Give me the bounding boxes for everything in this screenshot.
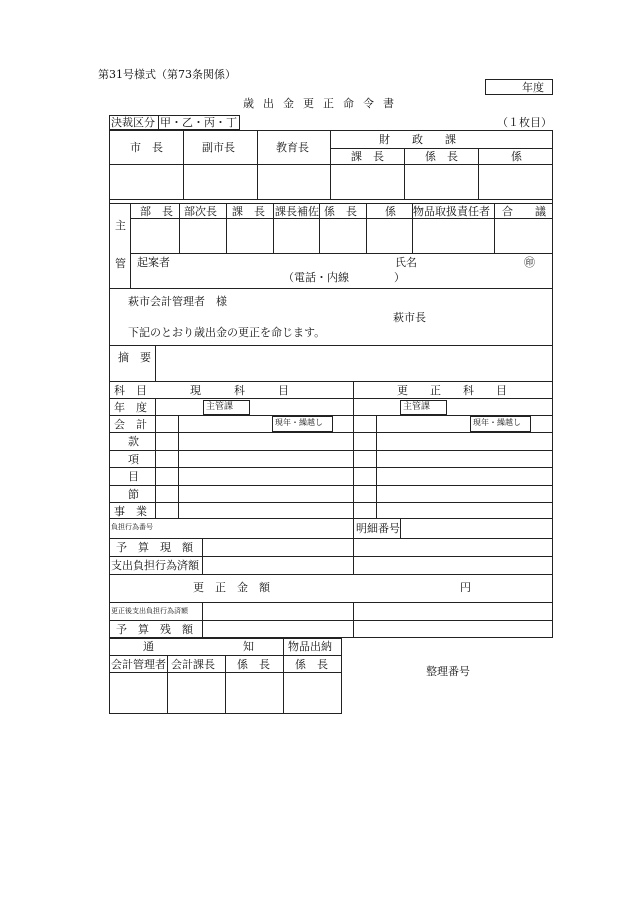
managing-side-2: 管 — [115, 257, 126, 270]
goods-out-label: 物品出納 — [288, 640, 332, 653]
corrected-managing-section: 主管課 — [400, 400, 447, 415]
decision-label: 決裁区分 — [111, 116, 155, 129]
item-label: 科 目 — [114, 384, 147, 397]
name-label: 氏名 — [395, 256, 417, 269]
mgmt-header-1: 部 長 — [140, 205, 173, 218]
account-label: 会 計 — [114, 418, 147, 431]
burden-act-number-label: 負担行為番号 — [111, 523, 153, 531]
mgmt-header-8: 合 議 — [502, 205, 546, 218]
decision-value[interactable]: 甲・乙・丙・丁 — [160, 116, 237, 129]
corrected-carryover-box[interactable]: 現年・繰越し — [470, 416, 531, 432]
detail-number-label: 明細番号 — [356, 522, 400, 535]
budget-remaining-label: 予 算 残 額 — [116, 623, 193, 636]
yen-unit: 円 — [460, 581, 471, 594]
notice-header-mid: 知 — [243, 640, 254, 653]
phone-label: （電話・内線 — [283, 271, 349, 284]
seal-cell-deputy[interactable] — [184, 165, 256, 198]
phone-close: ） — [394, 271, 405, 284]
subsection-chief-label: 係 長 — [425, 150, 458, 163]
seal-cell-superintendent[interactable] — [258, 165, 329, 198]
mgmt-header-3: 課 長 — [232, 205, 265, 218]
budget-current-label: 予 算 現 額 — [116, 541, 193, 554]
seal-cell-mayor[interactable] — [110, 165, 182, 198]
expenditure-burden-label: 支出負担行為済額 — [111, 559, 199, 572]
managing-side-1: 主 — [115, 219, 126, 232]
form-number: 第31号様式（第73条関係） — [98, 68, 236, 81]
project-label: 事 業 — [114, 505, 147, 518]
finance-dept-label: 財 政 課 — [379, 133, 456, 146]
order-message: 下記のとおり歳出金の更正を命じます。 — [128, 326, 326, 339]
summary-field[interactable] — [156, 346, 552, 380]
mayor-label: 市 長 — [130, 141, 163, 154]
reference-number-label: 整理番号 — [426, 665, 470, 678]
notice-col-1: 会計管理者 — [111, 658, 166, 671]
mgmt-header-5: 係 長 — [324, 205, 357, 218]
sheet-label: （１枚目） — [497, 116, 552, 129]
fiscal-year-label: 年度 — [522, 81, 544, 94]
section-chief-label: 課 長 — [351, 150, 384, 163]
current-carryover-box[interactable]: 現年・繰越し — [272, 416, 333, 432]
row-kan: 款 — [128, 435, 139, 448]
row-setsu: 節 — [128, 488, 139, 501]
mgmt-header-7: 物品取扱責任者 — [413, 205, 490, 218]
after-correction-label: 更正後支出負担行為済額 — [111, 607, 188, 615]
staff-label: 係 — [511, 150, 522, 163]
drafter-label: 起案者 — [137, 256, 170, 269]
notice-col-4: 係 長 — [295, 658, 328, 671]
addressee-from: 萩市長 — [393, 311, 426, 324]
addressee-to: 萩市会計管理者 様 — [128, 295, 227, 308]
mgmt-header-2: 部次長 — [184, 205, 217, 218]
mgmt-header-6: 係 — [385, 205, 396, 218]
notice-col-3: 係 長 — [237, 658, 270, 671]
current-managing-section: 主管課 — [203, 400, 250, 415]
summary-label: 摘 要 — [118, 351, 151, 364]
row-moku: 目 — [128, 470, 139, 483]
deputy-mayor-label: 副市長 — [202, 141, 235, 154]
current-item-label: 現 科 目 — [190, 384, 289, 397]
corrected-item-label: 更 正 科 目 — [397, 384, 507, 397]
mgmt-header-4: 課長補佐 — [275, 205, 319, 218]
superintendent-label: 教育長 — [276, 141, 309, 154]
correction-amount-label: 更 正 金 額 — [193, 581, 270, 594]
row-kou: 項 — [128, 453, 139, 466]
notice-header-left: 通 — [143, 640, 154, 653]
seal-mark: ㊞ — [524, 256, 535, 269]
year-row-label: 年 度 — [114, 401, 147, 414]
page-title: 歳出金更正命令書 — [243, 97, 403, 110]
notice-col-2: 会計課長 — [171, 658, 215, 671]
